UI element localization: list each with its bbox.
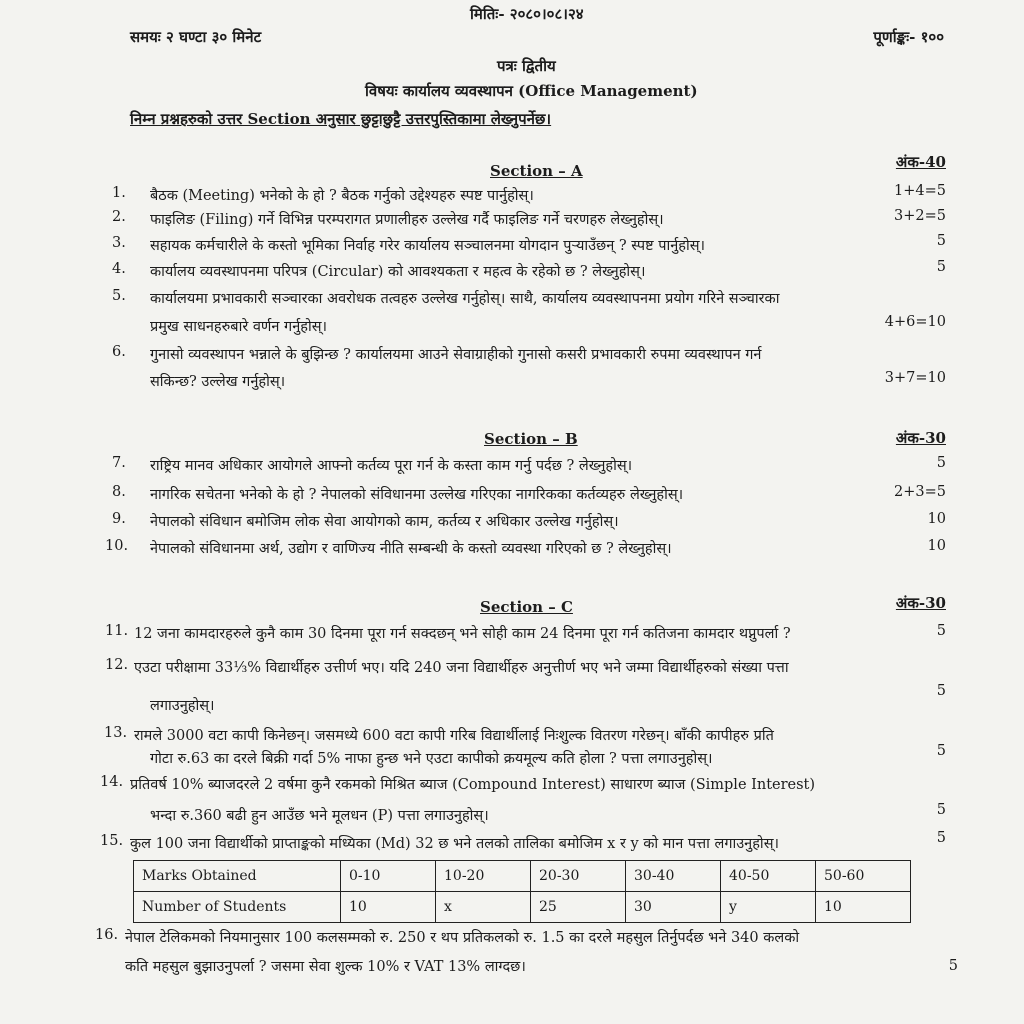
question-text: 12 जना कामदारहरुले कुनै काम 30 दिनमा पूरा गर्न सक्दछन् भने सोही काम 24 दिनमा पूरा गर्न कतिजना कामदार थप्नुपर्ला ?: [134, 626, 791, 642]
question-number: 14.: [100, 774, 124, 790]
question-text: नेपालको संविधानमा अर्थ, उद्योग र वाणिज्य नीति सम्बन्धी के कस्तो व्यवस्था गरिएको छ ? लेख्नुहोस्।: [150, 541, 672, 557]
question-number: 15.: [100, 833, 124, 849]
question-text: कुल 100 जना विद्यार्थीको प्राप्ताङ्कको मध्यिका (Md) 32 छ भने तलको तालिका बमोजिम x र y को मान पत्ता लगाउनुहोस्।: [130, 836, 779, 852]
question-text: राष्ट्रिय मानव अधिकार आयोगले आफ्नो कर्तव्य पूरा गर्न के कस्ता काम गर्नु पर्दछ ? लेख्नुहोस्।: [150, 458, 633, 474]
question-marks: 10: [927, 511, 946, 527]
question-number: 16.: [95, 927, 119, 943]
subject-title: विषयः कार्यालय व्यवस्थापन (Office Management): [365, 82, 698, 100]
question-marks: 3+2=5: [894, 208, 946, 224]
table-cell: 0-10: [341, 861, 436, 892]
question-text-line-2: भन्दा रु.360 बढी हुन आउँछ भने मूलधन (P) पत्ता लगाउनुहोस्।: [150, 808, 489, 824]
table-cell: 25: [531, 892, 626, 923]
question-text-line-2: प्रमुख साधनहरुबारे वर्णन गर्नुहोस्।: [150, 319, 328, 335]
table-cell: 40-50: [721, 861, 816, 892]
section-a-title: Section – A: [490, 162, 583, 180]
question-marks: 5: [936, 455, 946, 471]
question-number: 5.: [112, 288, 126, 304]
question-text-line-2: सकिन्छ? उल्लेख गर्नुहोस्।: [150, 374, 286, 390]
question-text-line-1: प्रतिवर्ष 10% ब्याजदरले 2 वर्षमा कुनै रकमको मिश्रित ब्याज (Compound Interest) साधारण ब्याज (Simple Interest): [130, 777, 816, 793]
question-marks: 3+7=10: [884, 370, 946, 386]
marks-distribution-table: [133, 860, 911, 923]
section-c-marks: अंक-30: [895, 594, 946, 612]
question-text: बैठक (Meeting) भनेको के हो ? बैठक गर्नुको उद्देश्यहरु स्पष्ट पार्नुहोस्।: [150, 188, 534, 204]
table-cell: 30: [626, 892, 721, 923]
question-marks: 5: [948, 958, 958, 974]
question-marks: 4+6=10: [884, 314, 946, 330]
question-marks: 10: [927, 538, 946, 554]
paper-label: पत्रः द्वितीय: [497, 57, 556, 75]
question-number: 6.: [112, 344, 126, 360]
question-text-line-1: एउटा परीक्षामा 33⅓% विद्यार्थीहरु उत्तीर्ण भए। यदि 240 जना विद्यार्थीहरु अनुत्तीर्ण भए भने जम्मा विद्यार्थीहरुको संख्या पत्ता: [134, 660, 789, 676]
question-number: 12.: [105, 657, 129, 673]
table-cell: y: [721, 892, 816, 923]
question-marks: 5: [936, 802, 946, 818]
question-number: 10.: [105, 538, 129, 554]
question-number: 7.: [112, 455, 126, 471]
question-marks: 5: [936, 259, 946, 275]
question-text-line-1: गुनासो व्यवस्थापन भन्नाले के बुझिन्छ ? कार्यालयमा आउने सेवाग्राहीको गुनासो कसरी प्रभावकारी रुपमा व्यवस्थापन गर्न: [150, 347, 762, 363]
question-marks: 2+3=5: [894, 484, 946, 500]
question-text-line-2: लगाउनुहोस्।: [150, 698, 215, 714]
table-row: [134, 892, 911, 923]
question-number: 8.: [112, 484, 126, 500]
section-b-marks: अंक-30: [895, 429, 946, 447]
full-marks: पूर्णाङ्कः- १००: [873, 28, 944, 46]
table-row: [134, 861, 911, 892]
question-marks: 5: [936, 830, 946, 846]
question-number: 13.: [104, 725, 128, 741]
question-number: 3.: [112, 235, 126, 251]
exam-time: समयः २ घण्टा ३० मिनेट: [130, 28, 262, 46]
question-text-line-1: नेपाल टेलिकमको नियमानुसार 100 कलसम्मको रु. 250 र थप प्रतिकलको रु. 1.5 का दरले महसुल तिर्नुपर्दछ भने 340 कलको: [125, 930, 800, 946]
question-text-line-1: रामले 3000 वटा कापी किनेछन्। जसमध्ये 600 वटा कापी गरिब विद्यार्थीलाई निःशुल्क वितरण गरेछन्। बाँकी कापीहरु प्रति: [134, 728, 774, 744]
question-text-line-2: गोटा रु.63 का दरले बिक्री गर्दा 5% नाफा हुन्छ भने एउटा कापीको क्रयमूल्य कति होला ? पत्ता लगाउनुहोस्।: [150, 751, 713, 767]
table-header-cell: Marks Obtained: [134, 861, 341, 892]
question-marks: 5: [936, 233, 946, 249]
question-number: 2.: [112, 209, 126, 225]
question-text-line-2: कति महसुल बुझाउनुपर्ला ? जसमा सेवा शुल्क 10% र VAT 13% लाग्दछ।: [125, 959, 526, 975]
question-marks: 1+4=5: [894, 183, 946, 199]
section-c-title: Section – C: [480, 598, 573, 616]
question-number: 11.: [105, 623, 129, 639]
table-cell: 20-30: [531, 861, 626, 892]
exam-date: मितिः- २०८०।०८।२४: [470, 5, 584, 23]
question-text-line-1: कार्यालयमा प्रभावकारी सञ्चारका अवरोधक तत्वहरु उल्लेख गर्नुहोस्। साथै, कार्यालय व्यवस्थापनमा प्रयोग गरिने सञ्चारका: [150, 291, 780, 307]
table-cell: 30-40: [626, 861, 721, 892]
question-marks: 5: [936, 683, 946, 699]
table-header-cell: Number of Students: [134, 892, 341, 923]
instruction: निम्न प्रश्नहरुको उत्तर Section अनुसार छुट्टाछुट्टै उत्तरपुस्तिकामा लेख्नुपर्नेछ।: [130, 110, 552, 128]
question-text: सहायक कर्मचारीले के कस्तो भूमिका निर्वाह गरेर कार्यालय सञ्चालनमा योगदान पुऱ्याउँछन् ? स्पष्ट पार्नुहोस्।: [150, 238, 706, 254]
question-number: 4.: [112, 261, 126, 277]
section-a-marks: अंक-40: [895, 153, 946, 171]
question-number: 1.: [112, 185, 126, 201]
question-text: कार्यालय व्यवस्थापनमा परिपत्र (Circular) को आवश्यकता र महत्व के रहेको छ ? लेख्नुहोस्।: [150, 264, 646, 280]
question-marks: 5: [936, 623, 946, 639]
table-cell: 10: [816, 892, 911, 923]
table-cell: 50-60: [816, 861, 911, 892]
section-b-title: Section – B: [484, 430, 578, 448]
table-cell: 10-20: [436, 861, 531, 892]
question-text: नागरिक सचेतना भनेको के हो ? नेपालको संविधानमा उल्लेख गरिएका नागरिकका कर्तव्यहरु लेख्नुहोस्।: [150, 487, 684, 503]
question-number: 9.: [112, 511, 126, 527]
table-cell: x: [436, 892, 531, 923]
question-text: फाइलिङ (Filing) गर्ने विभिन्न परम्परागत प्रणालीहरु उल्लेख गर्दै फाइलिङ गर्ने चरणहरु लेख्नुहोस्।: [150, 212, 664, 228]
question-marks: 5: [936, 743, 946, 759]
question-text: नेपालको संविधान बमोजिम लोक सेवा आयोगको काम, कर्तव्य र अधिकार उल्लेख गर्नुहोस्।: [150, 514, 619, 530]
table-cell: 10: [341, 892, 436, 923]
